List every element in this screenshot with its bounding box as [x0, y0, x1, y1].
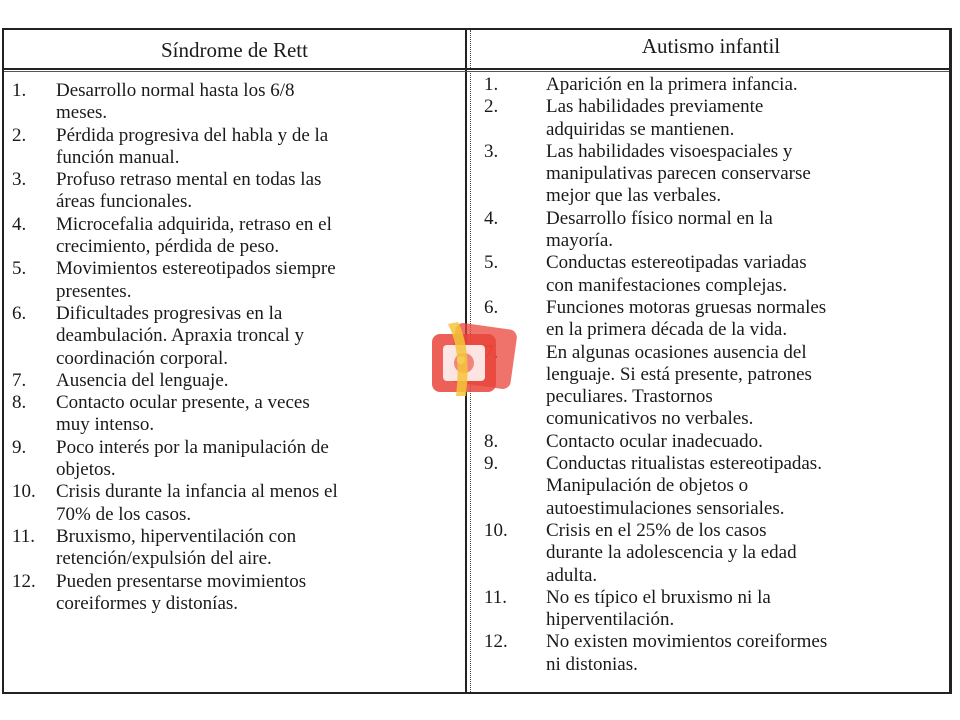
list-item: [484, 74, 946, 96]
item-number: 10.: [484, 519, 508, 541]
item-text: Pérdida progresiva del habla y de la función manual.: [56, 124, 329, 168]
item-number: 4.: [12, 213, 27, 235]
item-number: 5.: [484, 252, 499, 274]
list-item: [12, 258, 462, 303]
rett-syndrome-list: [12, 80, 462, 615]
item-text: Crisis en el 25% de los casos durante la adolescencia y la edad adulta.: [546, 519, 797, 586]
list-item: [12, 481, 462, 526]
item-number: 1.: [12, 80, 27, 101]
list-item: [12, 125, 462, 170]
item-text: Bruxismo, hiperventilación con retención/expulsión del aire.: [56, 525, 297, 570]
item-text: Conductas estereotipadas variadas con manifestaciones complejas.: [546, 252, 807, 296]
list-item: [484, 141, 946, 208]
item-text: Profuso retraso mental en todas las áreas funcionales.: [56, 169, 322, 213]
left-column-header: Síndrome de Rett: [161, 38, 308, 62]
item-text: Las habilidades previamente adquiridas se mantienen.: [546, 96, 764, 140]
list-item: [12, 526, 462, 571]
list-item: [484, 631, 946, 676]
item-number: 9.: [12, 436, 27, 458]
item-text: No es típico el bruxismo ni la hiperventilación.: [546, 586, 771, 631]
item-text: Pueden presentarse movimientos coreiformes y distonías.: [56, 570, 307, 614]
item-text: Dificultades progresivas en la deambulación. Apraxia troncal y coordinación corporal.: [56, 302, 304, 369]
item-text: Ausencia del lenguaje.: [56, 369, 229, 391]
item-number: 12.: [484, 631, 508, 653]
item-number: 8.: [484, 430, 499, 452]
list-item: [484, 431, 946, 453]
item-text: Funciones motoras gruesas normales en la primera década de la vida.: [546, 296, 827, 341]
item-text: Microcefalia adquirida, retraso en el crecimiento, pérdida de peso.: [56, 213, 332, 258]
list-item: [484, 297, 946, 342]
list-item: [484, 208, 946, 253]
list-item: [12, 370, 462, 392]
item-text: Contacto ocular inadecuado.: [546, 430, 763, 452]
item-text: Conductas ritualistas estereotipadas. Manipulación de objetos o autoestimulaciones sensoriales.: [546, 453, 822, 519]
item-text: Las habilidades visoespaciales y manipulativas parecen conservarse mejor que las verbales.: [546, 140, 811, 207]
item-number: 7.: [12, 369, 27, 391]
item-number: 2.: [12, 124, 27, 146]
list-item: [12, 437, 462, 482]
list-item: [484, 520, 946, 587]
photo-gallery-icon: [426, 320, 522, 400]
item-number: 10.: [12, 481, 36, 503]
item-number: 4.: [484, 207, 499, 229]
list-item: [12, 169, 462, 214]
item-text: No existen movimientos coreiformes ni distonias.: [546, 631, 828, 675]
list-item: [484, 453, 946, 520]
item-number: 11.: [484, 586, 508, 608]
item-number: 12.: [12, 570, 36, 592]
list-item: [12, 303, 462, 370]
item-text: En algunas ocasiones ausencia del lenguaje. Si está presente, patrones peculiares. Trastornos comunicativos no verbales.: [546, 341, 812, 430]
item-number: 9.: [484, 453, 499, 475]
item-text: Desarrollo físico normal en la mayoría.: [546, 207, 773, 252]
item-text: Aparición en la primera infancia.: [546, 74, 798, 95]
list-item: [484, 96, 946, 141]
item-text: Desarrollo normal hasta los 6/8 meses.: [56, 80, 295, 124]
list-item: [12, 214, 462, 259]
item-text: Crisis durante la infancia al menos el 70% de los casos.: [56, 481, 338, 525]
item-number: 6.: [12, 302, 27, 324]
list-item: [484, 252, 946, 297]
item-text: Movimientos estereotipados siempre presentes.: [56, 258, 336, 302]
item-number: 3.: [484, 140, 499, 162]
list-item: [484, 342, 946, 431]
infantile-autism-list: [484, 74, 946, 676]
item-text: Contacto ocular presente, a veces muy intenso.: [56, 392, 310, 436]
list-item: [12, 80, 462, 125]
list-item: [484, 587, 946, 632]
list-item: [12, 392, 462, 437]
item-number: 1.: [484, 74, 499, 95]
item-number: 5.: [12, 258, 27, 280]
header-rule-secondary: [4, 71, 949, 72]
item-number: 3.: [12, 169, 27, 191]
item-number: 2.: [484, 96, 499, 118]
right-column-header: Autismo infantil: [641, 34, 781, 58]
item-number: 6.: [484, 296, 499, 318]
list-item: [12, 571, 462, 616]
item-number: 11.: [12, 525, 36, 547]
header-rule: [4, 68, 949, 70]
item-number: 8.: [12, 392, 27, 414]
item-text: Poco interés por la manipulación de objetos.: [56, 436, 329, 481]
